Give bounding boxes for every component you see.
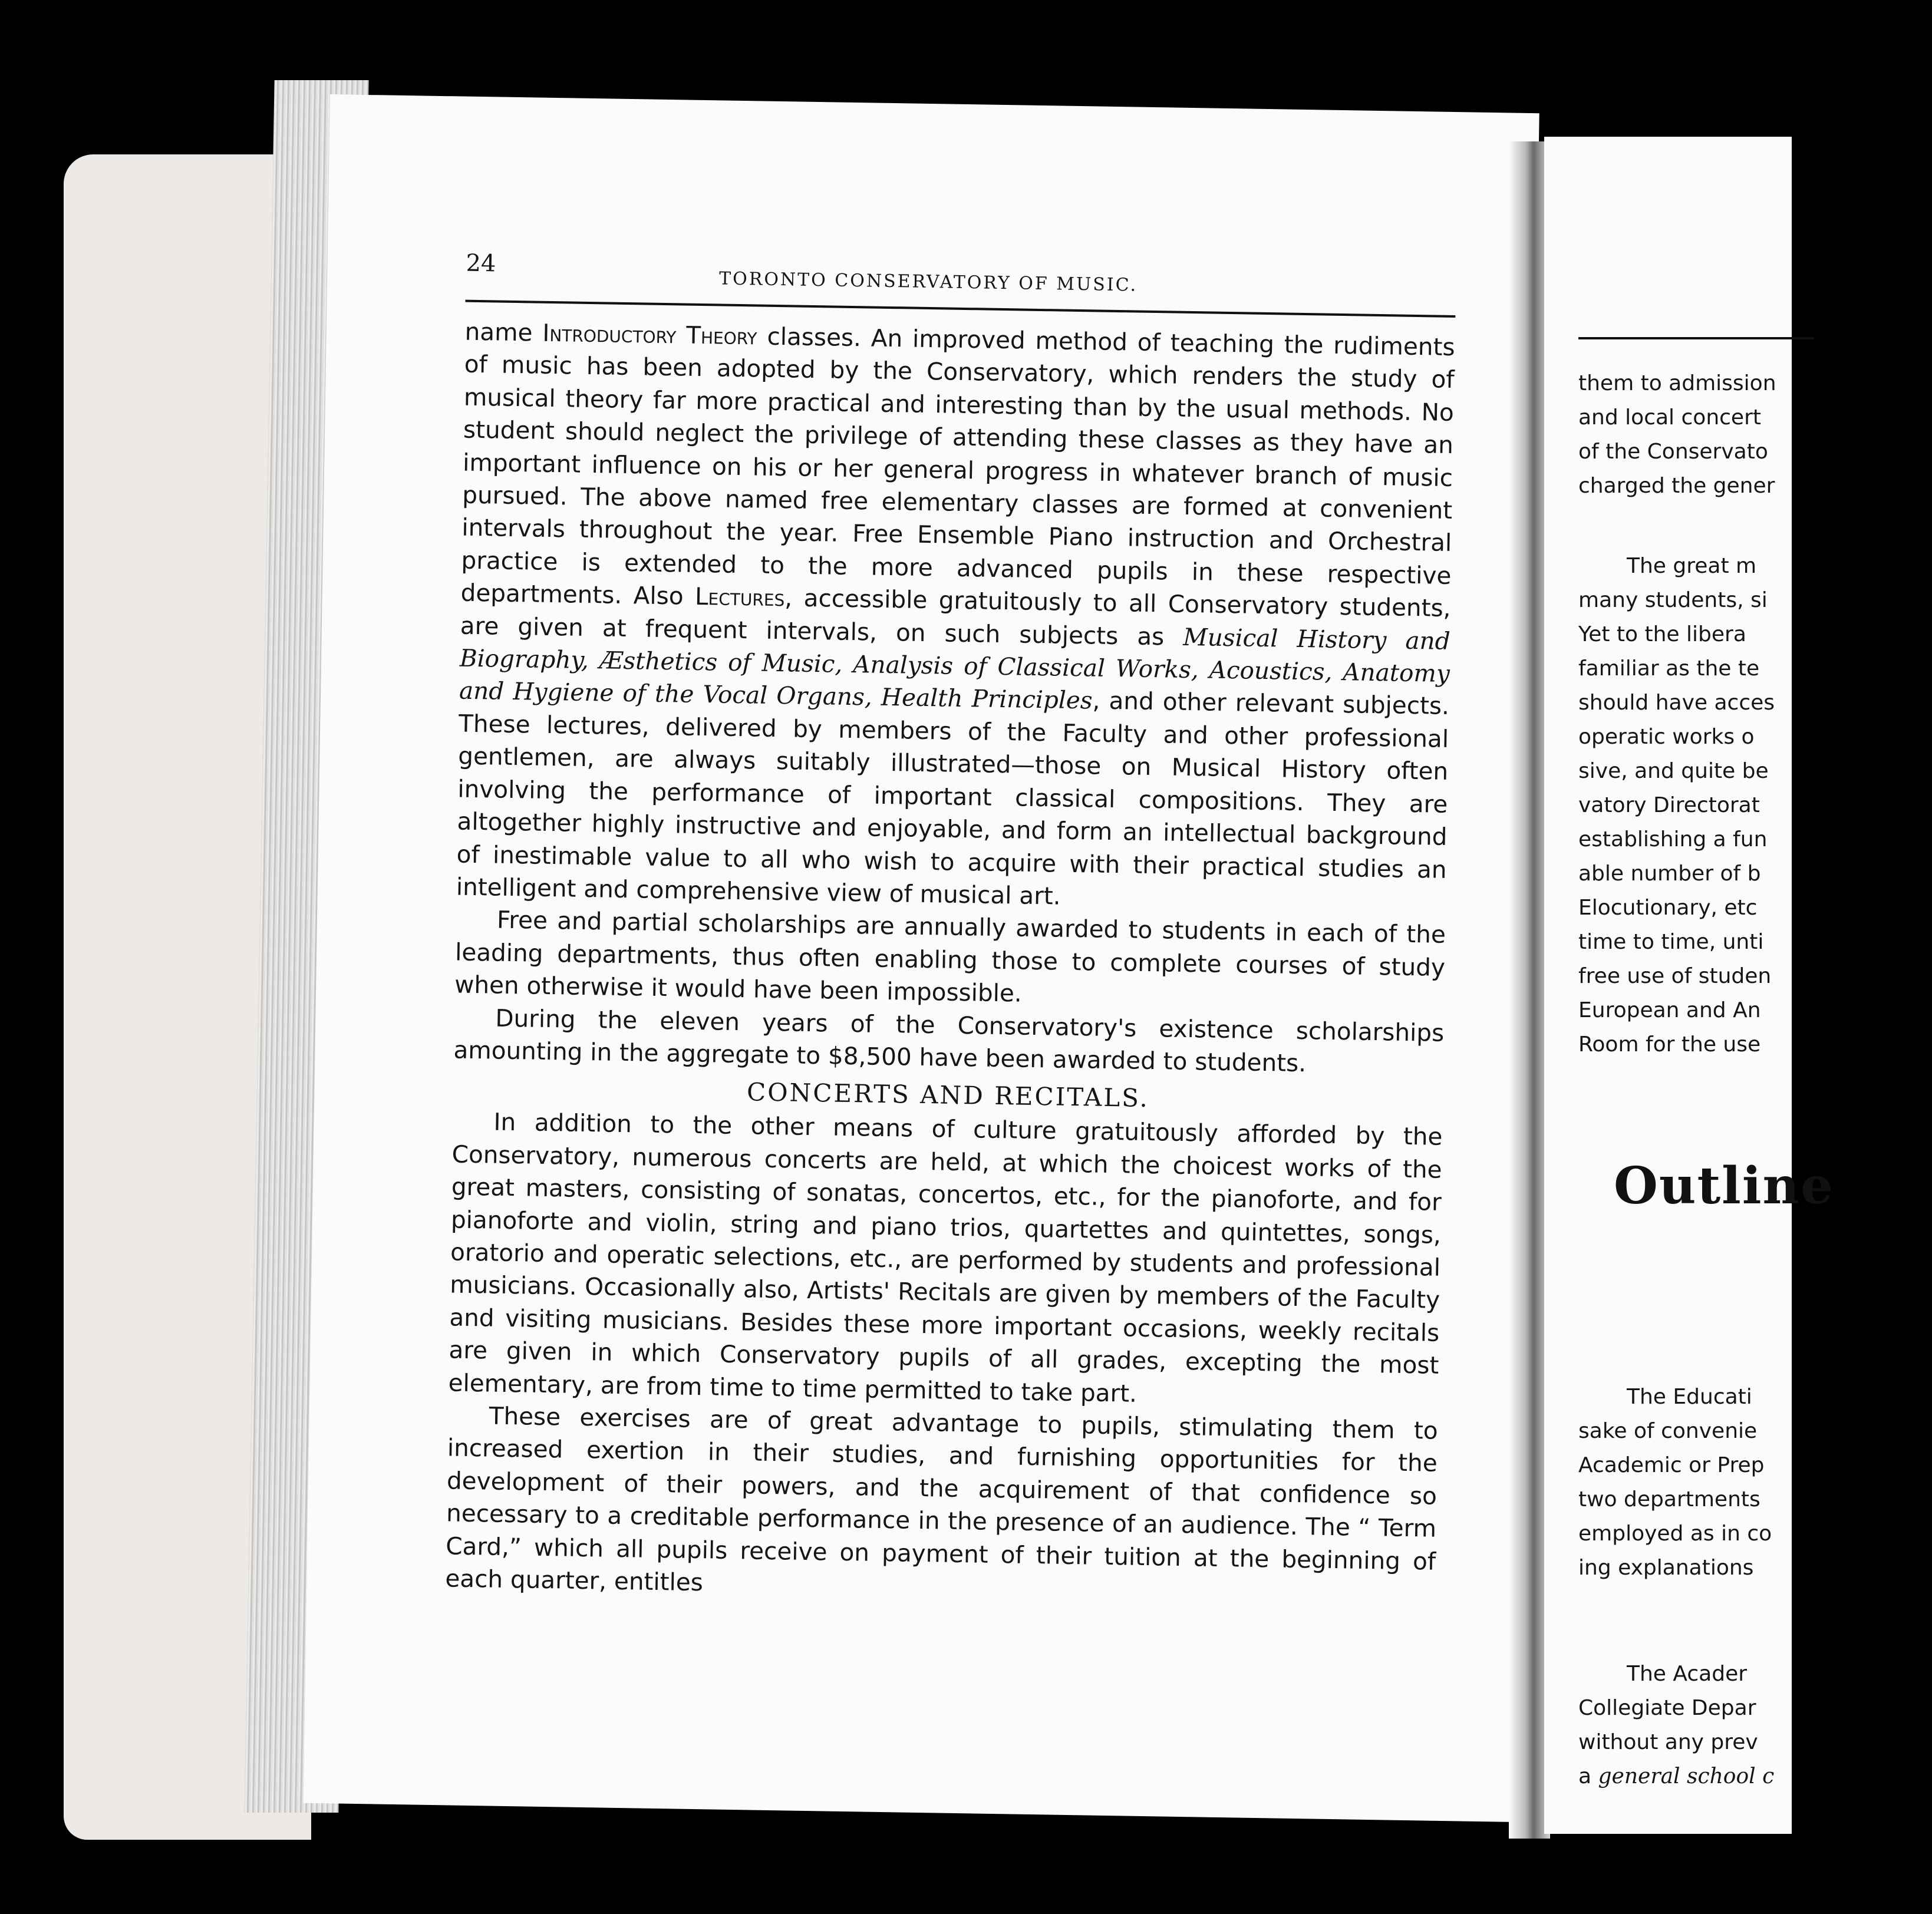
line: Academic or Prep	[1578, 1453, 1765, 1477]
line: European and An	[1578, 998, 1761, 1022]
text-run: name	[464, 317, 543, 347]
header-rule	[1578, 337, 1814, 339]
text-run: a	[1578, 1764, 1598, 1788]
paragraph-aggregate: During the eleven years of the Conservatory's existence scholarships amounting in the aggregate to $8,500 have been awarded to students.	[453, 1004, 1445, 1078]
italic-subjects: Musical History and Biography, Æsthetics of Music, Analysis of Classical Works, Acoustics, Anatomy and Hygiene of the Vocal Organs, Health Principles	[459, 622, 1451, 715]
right-page-content	[1578, 137, 1834, 1834]
line: sake of convenie	[1578, 1419, 1758, 1443]
section-heading: CONCERTS AND RECITALS.	[746, 1077, 1150, 1113]
line: operatic works o	[1578, 725, 1755, 749]
line: time to time, unti	[1578, 930, 1764, 954]
line: sive, and quite be	[1578, 759, 1769, 783]
line: establishing a fun	[1578, 827, 1768, 852]
line: familiar as the te	[1578, 656, 1760, 681]
right-block-1	[1578, 367, 1932, 503]
line: able number of b	[1578, 862, 1761, 886]
paragraph-scholarships: Free and partial scholarships are annually awarded to students in each of the leading departments, thus often enabling those to complete courses of study when otherwise it would have been impossible.	[454, 905, 1446, 1008]
line: employed as in co	[1578, 1522, 1772, 1546]
text-run: , and other relevant subjects. These lectures, delivered by members of the Faculty and other professional gentlemen, are always suitably illustrated—those on Musical History often involving the performance of important classical compositions. They are altogether highly instructive and enjoyable, and form an intellectual background of inestimable value to all who wish to acquire with their practical studies an intelligent and comprehensive view of musical art.	[456, 686, 1450, 910]
left-page-content	[441, 97, 1464, 1821]
line	[1578, 1760, 1932, 1794]
text-run: classes. An improved method of teaching the rudiments of music has been adopted by the Conservatory, which renders the study of musical theory far more practical and interesting than by the usual methods. No student should neglect the privilege of attending these classes as they have an important influence on his or her general progress in whatever branch of music pursued. The above named free elementary classes are formed at convenient intervals throughout the year. Free Ensemble Piano instruction and Orchestral practice is extended to the more advanced pupils in these respective departments. Also	[460, 322, 1455, 611]
right-block-2	[1578, 549, 1932, 1062]
right-page	[1544, 137, 1834, 1834]
header-rule	[465, 300, 1455, 318]
line: ing explanations	[1578, 1556, 1754, 1580]
line: The great m	[1627, 554, 1757, 578]
line: two departments	[1578, 1487, 1760, 1512]
paragraph-theory	[456, 316, 1455, 919]
line: of the Conservato	[1578, 440, 1768, 464]
line: Yet to the libera	[1578, 622, 1746, 646]
left-page	[303, 94, 1539, 1822]
italic-run: general school c	[1598, 1764, 1775, 1788]
outline-heading: Outline	[1614, 1156, 1834, 1216]
page-number: 24	[466, 249, 496, 278]
line: free use of studen	[1578, 964, 1772, 988]
right-block-4	[1578, 1657, 1932, 1794]
paragraph-concerts: In addition to the other means of culture gratuitously afforded by the Conservatory, numerous concerts are held, at which the choicest works of the great masters, consisting of sonatas, concertos, etc., for the pianoforte, and for pianoforte and violin, string and piano trios, quartettes and quintettes, songs, oratorio and operatic selections, etc., are performed by students and professional musicians. Occasionally also, Artists' Recitals are given by members of the Faculty and visiting musicians. Besides these more important occasions, weekly recitals are given in which Conservatory pupils of all grades, excepting the most elementary, are from time to time permitted to take part.	[448, 1107, 1443, 1408]
line: and local concert	[1578, 405, 1761, 430]
line: them to admission	[1578, 371, 1776, 395]
line: should have acces	[1578, 691, 1775, 715]
line: many students, si	[1578, 588, 1768, 612]
line: The Educati	[1627, 1385, 1752, 1409]
line: Room for the use	[1578, 1032, 1761, 1057]
line: Collegiate Depar	[1578, 1696, 1756, 1720]
right-block-3	[1578, 1380, 1932, 1585]
line: charged the gener	[1578, 474, 1775, 498]
line: vatory Directorat	[1578, 793, 1760, 817]
small-caps-term: Lectures	[694, 582, 785, 612]
small-caps-term: Introductory Theory	[542, 318, 758, 351]
paragraph-exercises: These exercises are of great advantage to pupils, stimulating them to increased exertion in their studies, and furnishing opportunities for the development of their powers, and the acquirement of that confidence so necessary to a creditable performance in the presence of an audience. The “ Term Card,” which all pupils receive on payment of their tuition at the beginning of each quarter, entitles	[445, 1401, 1438, 1597]
line: Elocutionary, etc	[1578, 896, 1758, 920]
running-head: TORONTO CONSERVATORY OF MUSIC.	[718, 268, 1138, 296]
line: without any prev	[1578, 1730, 1758, 1754]
body-text	[445, 316, 1455, 1611]
line: The Acader	[1627, 1662, 1748, 1686]
text-run: , accessible gratuitously to all Conservatory students, are given at frequent intervals, on such subjects as	[460, 583, 1451, 651]
